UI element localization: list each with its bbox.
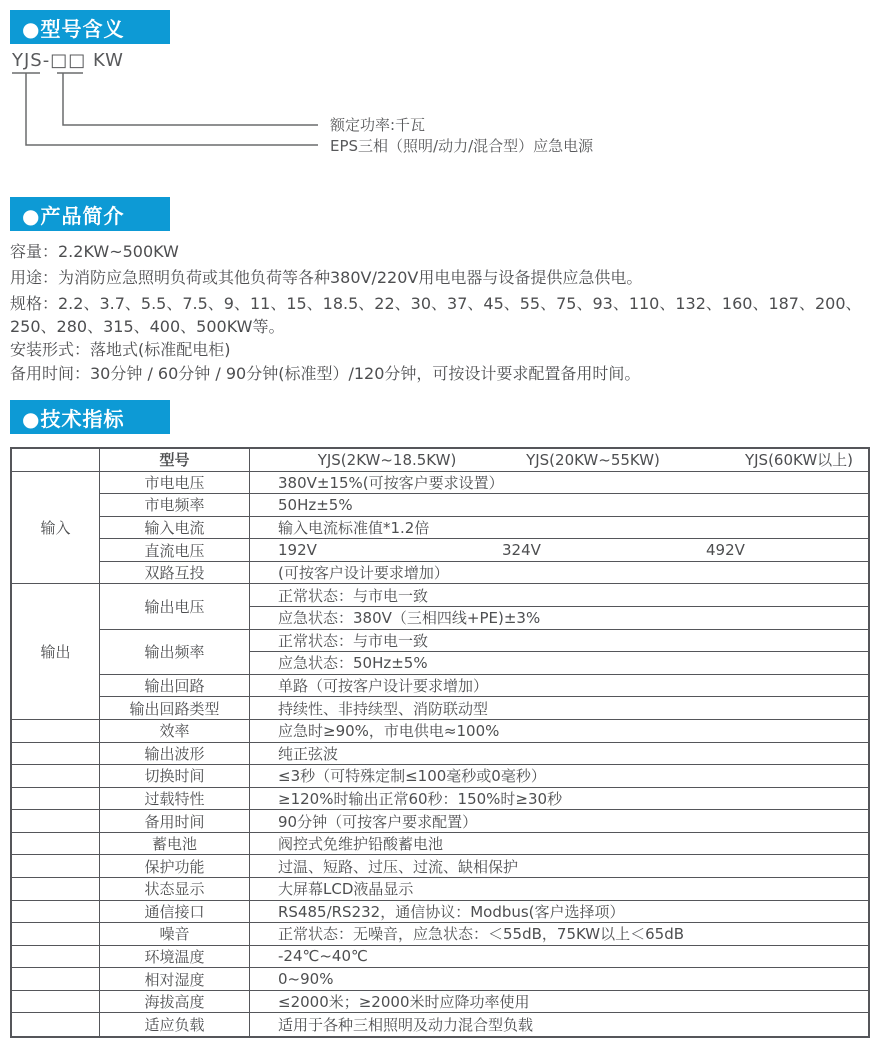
table-value-cell: 阀控式免维护铅酸蓄电池 bbox=[250, 833, 868, 856]
section-header-tech-specs-label: ●技术指标 bbox=[22, 406, 125, 431]
table-value-cell: 90分钟（可按客户要求配置） bbox=[250, 810, 868, 833]
table-value-cell: 应急时≥90%，市电供电≈100% bbox=[250, 720, 868, 743]
table-param-label: 输出波形 bbox=[100, 743, 250, 766]
table-value-cell: 应急状态：380V（三相四线+PE)±3% bbox=[250, 607, 868, 630]
table-group-cell bbox=[12, 833, 100, 856]
table-value-cell: -24℃~40℃ bbox=[250, 946, 868, 969]
table-value-cell: ≥120%时输出正常60秒：150%时≥30秒 bbox=[250, 788, 868, 811]
table-param-label: 输出频率 bbox=[100, 630, 250, 675]
table-value-cell: 192V bbox=[250, 539, 456, 562]
table-group-cell bbox=[12, 788, 100, 811]
table-param-label: 状态显示 bbox=[100, 878, 250, 901]
table-group-cell bbox=[12, 1013, 100, 1036]
table-param-label: 输出回路 bbox=[100, 675, 250, 698]
table-value-cell: 50Hz±5% bbox=[250, 494, 868, 517]
table-group-cell bbox=[12, 810, 100, 833]
table-param-label: 环境温度 bbox=[100, 946, 250, 969]
table-param-label: 输入电流 bbox=[100, 517, 250, 540]
intro-line-installation: 安装形式：落地式(标准配电柜) bbox=[10, 340, 231, 359]
table-group-cell bbox=[12, 855, 100, 878]
table-value-cell: RS485/RS232，通信协议：Modbus(客户选择项） bbox=[250, 901, 868, 924]
table-value-cell: 324V bbox=[456, 539, 662, 562]
model-diagram-connector-lines bbox=[0, 45, 340, 165]
table-model-header: YJS(60KW以上) bbox=[662, 449, 868, 472]
table-param-label: 输出电压 bbox=[100, 584, 250, 629]
spec-table bbox=[10, 447, 870, 1038]
table-value-cell: 过温、短路、过压、过流、缺相保护 bbox=[250, 855, 868, 878]
model-code: YJS-□□ KW bbox=[12, 50, 124, 71]
section-header-tech-specs bbox=[10, 400, 170, 434]
table-group-cell bbox=[12, 923, 100, 946]
table-group-cell bbox=[12, 878, 100, 901]
table-param-label: 双路互投 bbox=[100, 562, 250, 585]
table-param-label: 保护功能 bbox=[100, 855, 250, 878]
table-param-label: 噪音 bbox=[100, 923, 250, 946]
table-value-cell: 纯正弦波 bbox=[250, 743, 868, 766]
table-param-label: 输出回路类型 bbox=[100, 697, 250, 720]
table-group-cell bbox=[12, 901, 100, 924]
table-value-cell: 正常状态：无噪音，应急状态：＜55dB，75KW以上＜65dB bbox=[250, 923, 868, 946]
table-model-header: YJS(2KW~18.5KW) bbox=[250, 449, 456, 472]
table-value-cell: 输入电流标准值*1.2倍 bbox=[250, 517, 868, 540]
table-group-cell: 输入 bbox=[12, 472, 100, 585]
table-param-label: 海拔高度 bbox=[100, 991, 250, 1014]
table-value-cell: 单路（可按客户设计要求增加） bbox=[250, 675, 868, 698]
table-param-label: 过载特性 bbox=[100, 788, 250, 811]
table-group-cell bbox=[12, 946, 100, 969]
section-header-product-intro-label: ●产品简介 bbox=[22, 203, 125, 228]
table-param-label: 适应负载 bbox=[100, 1013, 250, 1036]
table-group-cell bbox=[12, 991, 100, 1014]
section-header-model-meaning bbox=[10, 10, 170, 44]
table-value-cell: ≤3秒（可特殊定制≤100毫秒或0毫秒） bbox=[250, 765, 868, 788]
intro-line-capacity: 容量：2.2KW~500KW bbox=[10, 242, 179, 261]
table-value-cell: ≤2000米；≥2000米时应降功率使用 bbox=[250, 991, 868, 1014]
table-value-cell: 492V bbox=[662, 539, 868, 562]
table-param-label: 市电频率 bbox=[100, 494, 250, 517]
table-value-cell: 应急状态：50Hz±5% bbox=[250, 652, 868, 675]
table-group-cell bbox=[12, 720, 100, 743]
section-header-model-meaning-label: ●型号含义 bbox=[22, 16, 125, 41]
table-group-cell bbox=[12, 968, 100, 991]
table-value-cell: 0~90% bbox=[250, 968, 868, 991]
model-annotation-rated-power: 额定功率:千瓦 bbox=[330, 116, 426, 134]
table-group-cell bbox=[12, 765, 100, 788]
table-param-label: 直流电压 bbox=[100, 539, 250, 562]
table-param-label: 通信接口 bbox=[100, 901, 250, 924]
table-value-cell: 正常状态：与市电一致 bbox=[250, 584, 868, 607]
table-value-cell: 大屏幕LCD液晶显示 bbox=[250, 878, 868, 901]
table-value-cell: 适用于各种三相照明及动力混合型负载 bbox=[278, 1016, 534, 1035]
table-group-cell: 输出 bbox=[12, 584, 100, 719]
table-value-cell: 持续性、非持续型、消防联动型 bbox=[250, 697, 868, 720]
table-value-cell: 380V±15%(可按客户要求设置） bbox=[250, 472, 868, 495]
intro-line-usage: 用途：为消防应急照明负荷或其他负荷等各种380V/220V用电电器与设备提供应急供电。 bbox=[10, 268, 643, 287]
section-header-product-intro bbox=[10, 197, 170, 231]
table-param-label: 相对湿度 bbox=[100, 968, 250, 991]
table-value-cell: 正常状态：与市电一致 bbox=[250, 630, 868, 653]
model-annotation-eps-type: EPS三相（照明/动力/混合型）应急电源 bbox=[330, 137, 594, 155]
table-group-cell bbox=[12, 449, 100, 472]
table-param-label: 蓄电池 bbox=[100, 833, 250, 856]
table-param-label: 备用时间 bbox=[100, 810, 250, 833]
table-param-label: 市电电压 bbox=[100, 472, 250, 495]
table-param-label: 型号 bbox=[100, 449, 250, 472]
table-param-label: 切换时间 bbox=[100, 765, 250, 788]
table-param-label: 效率 bbox=[100, 720, 250, 743]
table-group-cell bbox=[12, 743, 100, 766]
intro-line-specs: 规格：2.2、3.7、5.5、7.5、9、11、15、18.5、22、30、37、45、55、75、93、110、132、160、187、200、250、280、315、400、500KW等。 bbox=[10, 294, 862, 336]
table-value-cell: (可按客户设计要求增加） bbox=[250, 562, 868, 585]
intro-line-backup-time: 备用时间：30分钟 / 60分钟 / 90分钟(标准型）/120分钟，可按设计要求配置备用时间。 bbox=[10, 364, 641, 383]
table-model-header: YJS(20KW~55KW) bbox=[456, 449, 662, 472]
